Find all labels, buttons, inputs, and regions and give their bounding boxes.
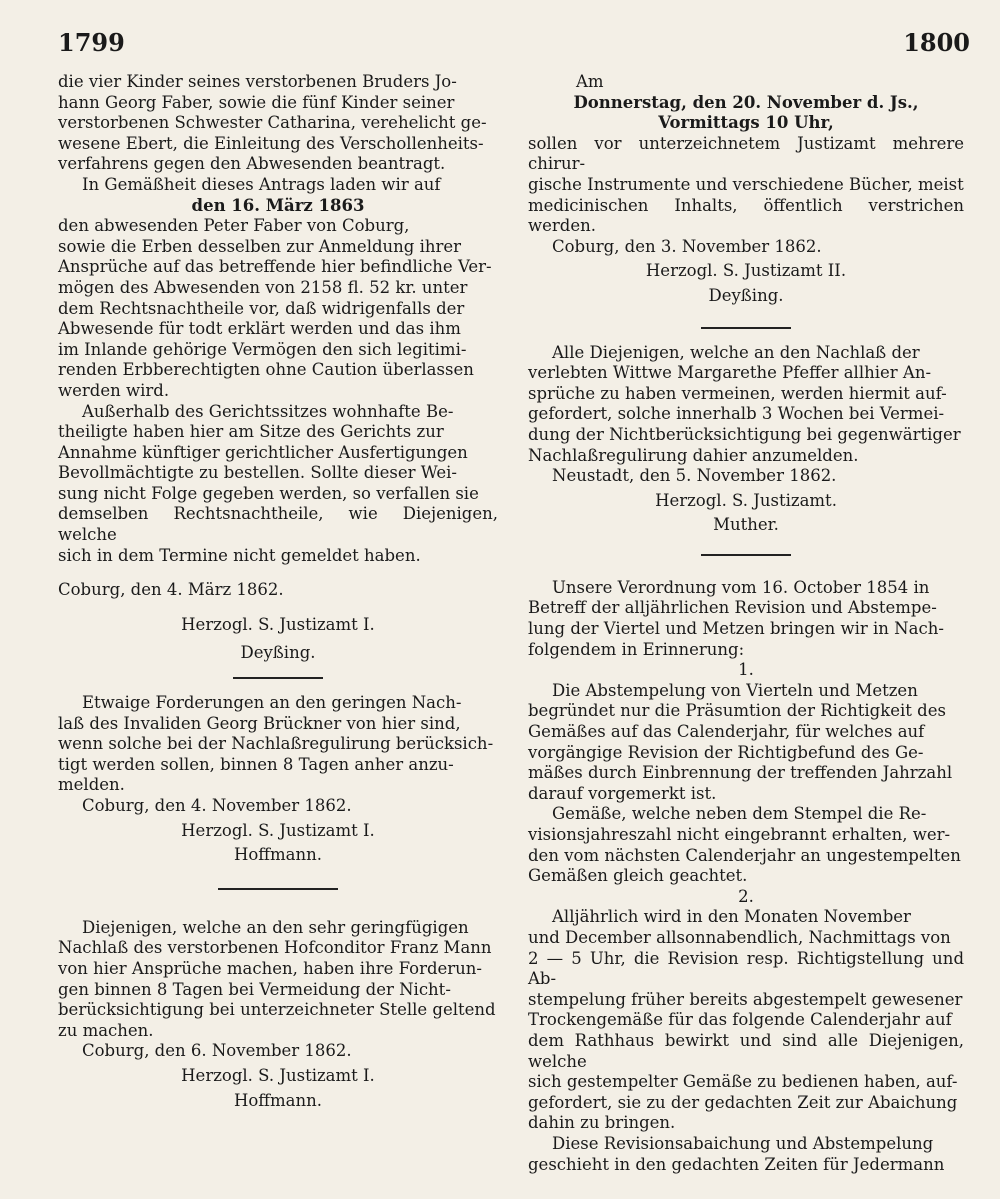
signer-name: Deyßing. [240, 643, 316, 663]
section-number: 1. [738, 660, 754, 680]
text-line: von hier Ansprüche machen, haben ihre Forderun- [58, 958, 482, 978]
text-line: melden. [58, 775, 125, 795]
text-line: darauf vorgemerkt ist. [528, 783, 717, 803]
page-number-left: 1799 [58, 28, 125, 57]
signer-name: Hoffmann. [233, 1090, 323, 1110]
text-line: gische Instrumente und verschiedene Bücher, meist [528, 174, 964, 194]
notice-text [528, 578, 964, 660]
notice-faber [58, 72, 498, 664]
divider [233, 677, 323, 679]
divider [701, 554, 791, 556]
text-line: im Inlande gehörige Vermögen den sich legitimi- [58, 339, 467, 359]
text-line: und December allsonnabendlich, Nachmittags von [528, 927, 951, 947]
text-line: Am [576, 72, 604, 91]
text-line: sung nicht Folge gegeben werden, so verfallen sie [58, 483, 479, 503]
divider [218, 888, 338, 890]
notice-text [58, 918, 498, 1042]
notice-text [528, 343, 964, 467]
notice-text [528, 804, 964, 886]
text-line: dem Rathhaus bewirkt und sind alle Diejenigen, welche [528, 1030, 964, 1071]
text-line: Nachlaß des verstorbenen Hofconditor Franz Mann [58, 938, 492, 958]
text-line: wesene Ebert, die Einleitung des Verschollenheits- [58, 133, 484, 153]
text-line: werden wird. [58, 380, 170, 400]
text-line: gefordert, solche innerhalb 3 Wochen bei Vermei- [528, 404, 945, 424]
summons-date: den 16. März 1863 [191, 195, 365, 215]
text-line: mäßes durch Einbrennung der treffenden Jahrzahl [528, 763, 953, 783]
text-line: verfahrens gegen den Abwesenden beantragt. [58, 154, 446, 174]
text-line: Nachlaßregulirung dahier anzumelden. [528, 445, 859, 465]
office-name: Herzogl. S. Justizamt. [655, 490, 837, 510]
notice-auction [528, 72, 964, 307]
text-line: Etwaige Forderungen an den geringen Nach- [82, 693, 462, 713]
notice-text [528, 681, 964, 805]
notice-mann [58, 918, 498, 1111]
notice-pfeffer [528, 343, 964, 536]
office-name: Herzogl. S. Justizamt I. [181, 820, 375, 840]
divider [701, 327, 791, 329]
right-column [528, 72, 964, 1175]
text-line: sich in dem Termine nicht gemeldet haben. [58, 545, 421, 565]
notice-text [58, 72, 498, 175]
text-line: 2 — 5 Uhr, die Revision resp. Richtigstellung und Ab- [528, 948, 964, 989]
text-line: tigt werden sollen, binnen 8 Tagen anher anzu- [58, 754, 454, 774]
place-date: Coburg, den 3. November 1862. [552, 236, 822, 256]
text-line: Die Abstempelung von Vierteln und Metzen [552, 680, 918, 700]
text-line: sich gestempelter Gemäße zu bedienen haben, auf- [528, 1072, 958, 1092]
notice-text [528, 1134, 964, 1175]
text-line: verstorbenen Schwester Catharina, verehelicht ge- [58, 113, 487, 133]
signer-name: Muther. [713, 515, 779, 535]
text-line: Ansprüche auf das betreffende hier befindliche Ver- [58, 257, 492, 277]
text-line: laß des Invaliden Georg Brückner von hier sind, [58, 713, 461, 733]
text-line: Abwesende für todt erklärt werden und das ihm [58, 319, 461, 339]
text-line: hann Georg Faber, sowie die fünf Kinder seiner [58, 92, 455, 112]
text-line: berücksichtigung bei unterzeichneter Stelle geltend [58, 1000, 496, 1020]
auction-date: Donnerstag, den 20. November d. Js., [573, 92, 919, 112]
text-line: Trockengemäße für das folgende Calenderjahr auf [528, 1010, 952, 1030]
text-line: In Gemäßheit dieses Antrags laden wir auf [82, 174, 441, 194]
notice-text [58, 216, 498, 401]
text-line: wenn solche bei der Nachlaßregulirung berücksich- [58, 734, 494, 754]
text-line: Alle Diejenigen, welche an den Nachlaß der [552, 342, 920, 362]
notice-text [528, 907, 964, 1134]
text-line: sowie die Erben desselben zur Anmeldung ihrer [58, 236, 462, 256]
text-line: Bevollmächtigte zu bestellen. Sollte dieser Wei- [58, 463, 457, 483]
office-name: Herzogl. S. Justizamt I. [181, 1065, 375, 1085]
text-line: dem Rechtsnachtheile vor, daß widrigenfalls der [58, 298, 465, 318]
text-line: Annahme künftiger gerichtlicher Ausfertigungen [58, 442, 468, 462]
text-line: den vom nächsten Calenderjahr an ungestempelten [528, 845, 961, 865]
text-line: dung der Nichtberücksichtigung bei gegenwärtiger [528, 424, 961, 444]
text-line: Diese Revisionsabaichung und Abstempelung [552, 1133, 934, 1153]
office-name: Herzogl. S. Justizamt I. [181, 614, 375, 634]
text-line: mögen des Abwesenden von 2158 fl. 52 kr. unter [58, 277, 468, 297]
text-line: sprüche zu haben vermeinen, werden hiermit auf- [528, 383, 947, 403]
place-date: Coburg, den 6. November 1862. [82, 1041, 352, 1061]
place-date: Neustadt, den 5. November 1862. [552, 466, 837, 486]
text-line: stempelung früher bereits abgestempelt gewesener [528, 989, 963, 1009]
text-line: Diejenigen, welche an den sehr geringfügigen [82, 917, 469, 937]
text-line: verlebten Wittwe Margarethe Pfeffer allhier An- [528, 363, 932, 383]
text-line: medicinischen Inhalts, öffentlich verstrichen werden. [528, 195, 964, 236]
text-line: Unsere Verordnung vom 16. October 1854 in [552, 577, 930, 597]
text-line: dahin zu bringen. [528, 1113, 676, 1133]
auction-time: Vormittags 10 Uhr, [658, 113, 834, 133]
text-line: die vier Kinder seines verstorbenen Bruders Jo- [58, 72, 457, 91]
text-line: gefordert, sie zu der gedachten Zeit zur Abaichung [528, 1092, 958, 1112]
page-number-right: 1800 [903, 28, 970, 57]
text-line: renden Erbberechtigten ohne Caution überlassen [58, 360, 474, 380]
section-number: 2. [738, 886, 754, 906]
office-name: Herzogl. S. Justizamt II. [645, 261, 847, 281]
text-line: Betreff der alljährlichen Revision und Abstempe- [528, 598, 937, 618]
text-line: zu machen. [58, 1020, 154, 1040]
signer-name: Hoffmann. [233, 845, 323, 865]
left-column [58, 72, 498, 1111]
notice-text [528, 134, 964, 237]
text-line: Gemäßes auf das Calenderjahr, für welches auf [528, 722, 925, 742]
notice-measures [528, 578, 964, 1175]
place-date: Coburg, den 4. März 1862. [58, 580, 284, 600]
text-line: begründet nur die Präsumtion der Richtigkeit des [528, 701, 946, 721]
notice-brueckner [58, 693, 498, 866]
text-line: visionsjahreszahl nicht eingebrannt erhalten, wer- [528, 825, 951, 844]
text-line: theiligte haben hier am Sitze des Gerichts zur [58, 422, 444, 442]
notice-text [58, 693, 498, 796]
text-line: Gemäße, welche neben dem Stempel die Re- [552, 804, 927, 824]
text-line: den abwesenden Peter Faber von Coburg, [58, 216, 410, 236]
text-line: demselben Rechtsnachtheile, wie Diejenigen, welche [58, 504, 498, 545]
text-line: vorgängige Revision der Richtigbefund des Ge- [528, 742, 924, 762]
text-line: gen binnen 8 Tagen bei Vermeidung der Nicht- [58, 979, 451, 999]
text-line: Gemäßen gleich geachtet. [528, 866, 748, 886]
text-line: sollen vor unterzeichnetem Justizamt mehrere chirur- [528, 133, 964, 174]
text-line: geschieht in den gedachten Zeiten für Jedermann [528, 1154, 945, 1174]
notice-text [58, 402, 498, 567]
text-line: Außerhalb des Gerichtssitzes wohnhafte Be- [82, 401, 454, 421]
signer-name: Deyßing. [708, 285, 784, 305]
text-line: Alljährlich wird in den Monaten November [552, 907, 911, 927]
text-line: lung der Viertel und Metzen bringen wir in Nach- [528, 619, 944, 639]
place-date: Coburg, den 4. November 1862. [82, 796, 352, 815]
text-line: folgendem in Erinnerung: [528, 639, 745, 659]
